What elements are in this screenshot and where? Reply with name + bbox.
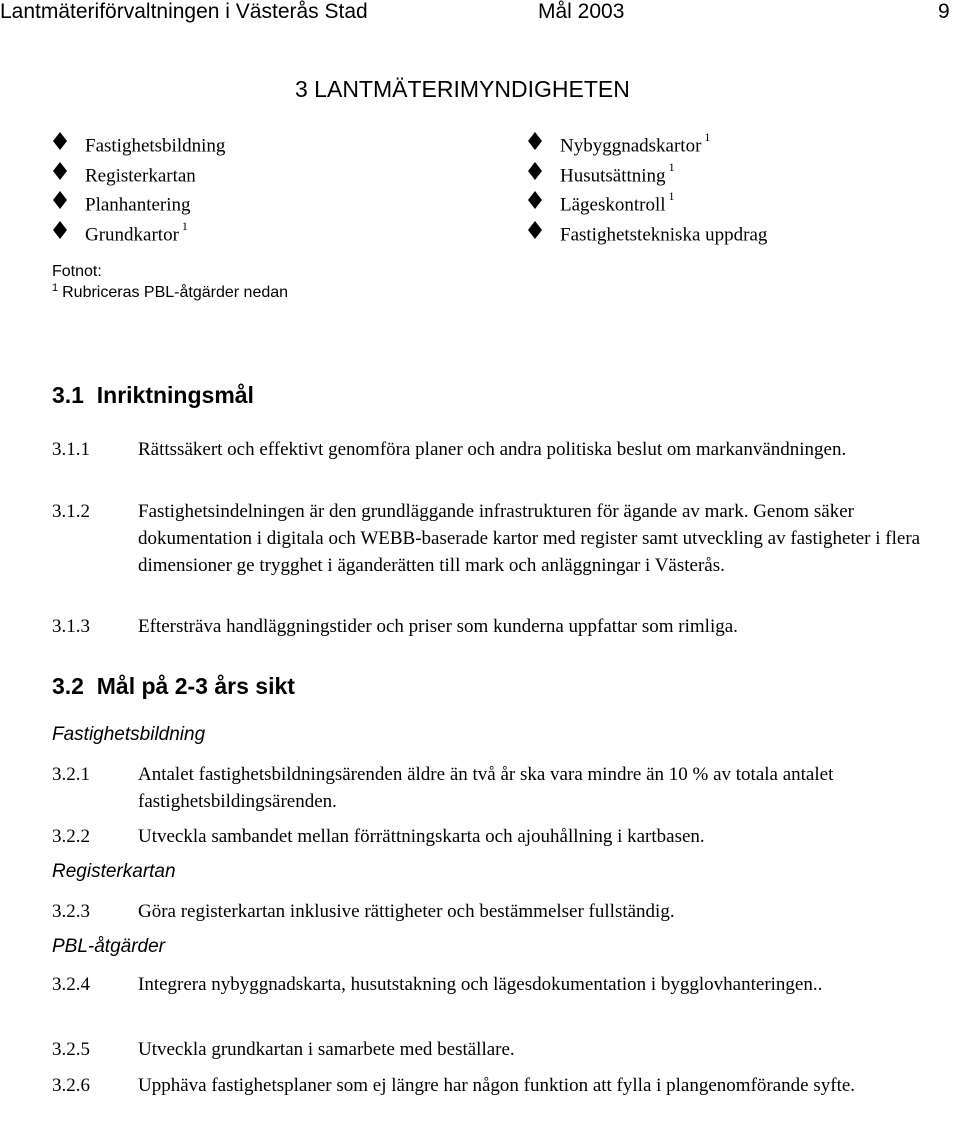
goal-number: 3.2.6 [52, 1075, 90, 1096]
goal-number: 3.2.1 [52, 764, 90, 785]
services-list-left [53, 126, 228, 244]
diamond-bullet-icon [53, 221, 67, 239]
goal-text: Fastighetsindelningen är den grundläggande infrastrukturen för ägande av mark. Genom säker dokumentation i digitala och WEBB-baserade kartor med register samt utveckling av fastigheter i flera dimensioner ge trygghet i äganderätten till mark och anläggningar i Västerås. [138, 501, 921, 576]
goal-number: 3.2.2 [52, 826, 90, 847]
list-item: Lägeskontroll $^1$ [528, 185, 770, 215]
subsection-heading: Fastighetsbildning [52, 724, 206, 745]
goal-item [52, 823, 932, 850]
goal-number: 3.2.5 [52, 1039, 90, 1060]
goal-text: Göra registerkartan inklusive rättigheter och bestämmelser fullständig. [138, 901, 675, 922]
goal-text: Integrera nybyggnadskarta, husutstakning och lägesdokumentation i bygglovhanteringen.. [138, 974, 823, 995]
footnote-text: $^1$ Rubriceras PBL-åtgärder nedan [52, 282, 289, 301]
goal-number: 3.2.3 [52, 901, 90, 922]
goal-item [52, 613, 932, 640]
footnote-heading: Fotnot: [52, 263, 102, 280]
goal-item [52, 436, 932, 463]
goal-text: Eftersträva handläggningstider och priser som kunderna uppfattar som rimliga. [138, 616, 738, 637]
goal-number: 3.2.4 [52, 974, 90, 995]
diamond-bullet-icon [53, 191, 67, 209]
goal-number: 3.1.3 [52, 616, 90, 637]
goal-text: Upphäva fastighetsplaner som ej längre har någon funktion att fylla i plangenomförande syfte. [138, 1075, 856, 1096]
diamond-bullet-icon [53, 162, 67, 180]
goal-text: Utveckla grundkartan i samarbete med beställare. [138, 1039, 515, 1060]
list-item: Husutsättning $^1$ [528, 156, 770, 186]
section-heading-3-2: 3.2 Mål på 2-3 års sikt [52, 673, 295, 699]
goal-item [52, 1072, 932, 1099]
goal-text: Utveckla sambandet mellan förrättningskarta och ajouhållning i kartbasen. [138, 826, 705, 847]
diamond-bullet-icon [528, 132, 542, 150]
goal-number: 3.1.2 [52, 501, 90, 522]
diamond-bullet-icon [528, 162, 542, 180]
header-org: Lantmäteriförvaltningen i Västerås Stad [0, 0, 368, 23]
services-list-right [528, 126, 770, 244]
section-heading-3-1: 3.1 Inriktningsmål [52, 382, 254, 408]
goal-number: 3.1.1 [52, 439, 90, 460]
diamond-bullet-icon [53, 132, 67, 150]
subsection-heading: Registerkartan [52, 861, 176, 882]
goal-text: Rättssäkert och effektivt genomföra planer och andra politiska beslut om markanvändningen. [138, 439, 847, 460]
goal-item [52, 1036, 932, 1063]
subsection-heading: PBL-åtgärder [52, 936, 166, 957]
header-page-number: 9 [938, 0, 950, 23]
goal-item [52, 898, 932, 925]
goal-text: Antalet fastighetsbildningsärenden äldre än två år ska vara mindre än 10 % av totala antalet fastighetsbildingsärenden. [138, 764, 834, 812]
goal-item [52, 971, 932, 998]
list-item: Planhantering [53, 185, 228, 215]
list-item: Nybyggnadskartor $^1$ [528, 126, 770, 156]
goal-item [52, 498, 932, 579]
chapter-title: 3 LANTMÄTERIMYNDIGHETEN [295, 76, 630, 102]
list-item: Fastighetsbildning [53, 126, 228, 156]
header-doc: Mål 2003 [538, 0, 625, 23]
diamond-bullet-icon [528, 191, 542, 209]
diamond-bullet-icon [528, 221, 542, 239]
list-item: Fastighetstekniska uppdrag [528, 215, 770, 245]
goal-item [52, 761, 932, 815]
list-item: Registerkartan [53, 156, 228, 186]
list-item: Grundkartor $^1$ [53, 215, 228, 245]
footnote-marker: 1 [52, 282, 59, 294]
